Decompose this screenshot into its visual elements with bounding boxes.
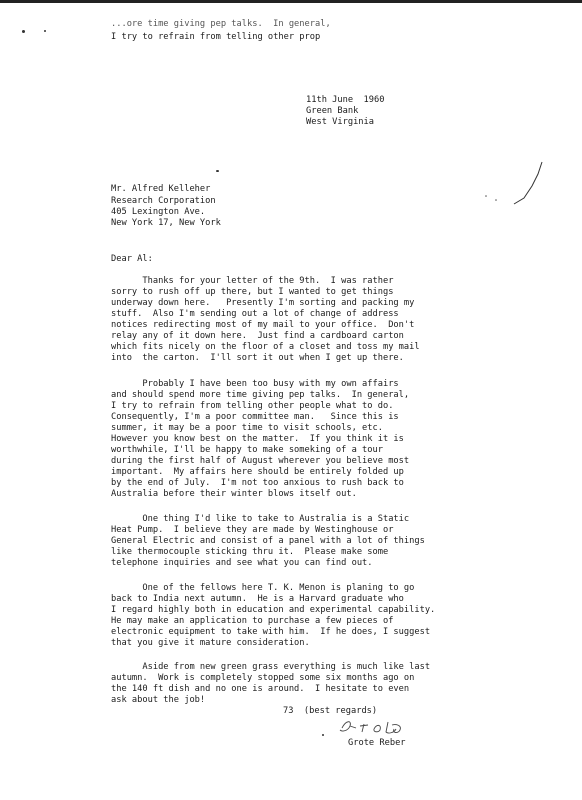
body-line: One thing I'd like to take to Australia is a Static	[111, 514, 410, 524]
closing: 73 (best regards)	[283, 706, 378, 716]
body-line: like thermocouple sticking thru it. Please make some	[111, 547, 389, 557]
body-line: Aside from new green grass everything is much like last	[111, 662, 431, 672]
body-line: notices redirecting most of my mail to your office. Don't	[111, 320, 415, 330]
body-line: by the end of July. I'm not too anxious to rush back to	[111, 478, 404, 488]
handwritten-signature	[336, 716, 416, 738]
body-line: important. My affairs here should be entirely folded up	[111, 467, 404, 477]
top-edge-shadow	[0, 0, 582, 3]
body-line: electronic equipment to take with him. If he does, I suggest	[111, 627, 431, 637]
body-line: autumn. Work is completely stopped some six months ago on	[111, 673, 415, 683]
body-line: I try to refrain from telling other people what to do.	[111, 401, 394, 411]
salutation: Dear Al:	[111, 254, 153, 264]
scan-speck	[44, 30, 46, 32]
body-line: into the carton. I'll sort it out when I get up there.	[111, 353, 404, 363]
body-line: General Electric and consist of a panel with a lot of things	[111, 536, 425, 546]
address-line: Research Corporation	[111, 196, 216, 206]
carryover-line: ...ore time giving pep talks. In general,	[111, 19, 331, 29]
body-line: Consequently, I'm a poor committee man. Since this is	[111, 412, 399, 422]
scan-speck	[322, 734, 324, 736]
place-line: Green Bank	[306, 106, 359, 116]
body-line: sorry to rush off up there, but I wanted to get things	[111, 287, 394, 297]
body-line: which fits nicely on the floor of a closet and toss my mail	[111, 342, 420, 352]
body-line: ask about the job!	[111, 695, 206, 705]
body-line: He may make an application to purchase a few pieces of	[111, 616, 394, 626]
place-line: West Virginia	[306, 117, 374, 127]
body-line: and should spend more time giving pep talks. In general,	[111, 390, 410, 400]
body-line: worthwhile, I'll be happy to make someking of a tour	[111, 445, 383, 455]
body-line: Thanks for your letter of the 9th. I was rather	[111, 276, 394, 286]
address-line: 405 Lexington Ave.	[111, 207, 206, 217]
body-line: However you know best on the matter. If you think it is	[111, 434, 404, 444]
body-line: Probably I have been too busy with my own affairs	[111, 379, 399, 389]
body-line: stuff. Also I'm sending out a lot of change of address	[111, 309, 399, 319]
signer-name: Grote Reber	[348, 738, 406, 748]
body-line: the 140 ft dish and no one is around. I hesitate to even	[111, 684, 410, 694]
address-line: Mr. Alfred Kelleher	[111, 184, 211, 194]
body-line: One of the fellows here T. K. Menon is planing to go	[111, 583, 415, 593]
pen-stroke	[480, 160, 550, 210]
body-line: I regard highly both in education and experimental capability.	[111, 605, 436, 615]
body-line: summer, it may be a poor time to visit schools, etc.	[111, 423, 383, 433]
body-line: during the first half of August wherever you believe most	[111, 456, 410, 466]
address-line: New York 17, New York	[111, 218, 221, 228]
body-line: telephone inquiries and see what you can find out.	[111, 558, 373, 568]
scan-speck	[22, 30, 25, 33]
date-line: 11th June 1960	[306, 95, 385, 105]
body-line: Australia before their winter blows itself out.	[111, 489, 357, 499]
body-line: that you give it mature consideration.	[111, 638, 310, 648]
carryover-line: I try to refrain from telling other prop	[111, 32, 321, 42]
body-line: relay any of it down here. Just find a cardboard carton	[111, 331, 404, 341]
body-line: Heat Pump. I believe they are made by Westinghouse or	[111, 525, 394, 535]
body-line: back to India next autumn. He is a Harvard graduate who	[111, 594, 404, 604]
body-line: underway down here. Presently I'm sorting and packing my	[111, 298, 415, 308]
scan-speck	[216, 170, 219, 172]
